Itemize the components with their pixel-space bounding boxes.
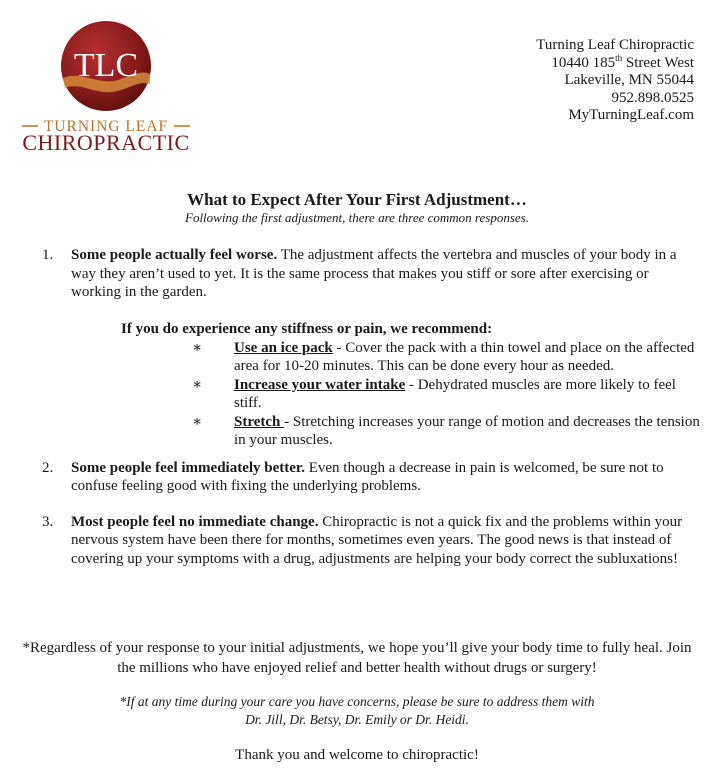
recommend-heading: If you do experience any stiffness or pain, we recommend:: [121, 321, 493, 337]
list-item-2: [42, 459, 702, 496]
list-item-lead: Some people actually feel worse.: [71, 247, 278, 263]
concerns-line: *If at any time during your care you have concerns, please be sure to address them with: [119, 694, 595, 709]
bullet-text: - Stretching increases your range of motion and decreases the tension in your muscles.: [234, 413, 700, 448]
asterisk-bullet-icon: ∗: [192, 376, 203, 393]
bullet-item: [192, 376, 704, 413]
recommend-bullets: [42, 339, 702, 450]
bullet-label: Increase your water intake: [234, 376, 406, 393]
bullet-text: - Dehydrated muscles are more likely to feel stiff.: [234, 376, 676, 411]
list-item-text: Chiropractic is not a quick fix and the problems within your nervous system have been there for months, sometimes even years. The good news is that instead of covering up your symptoms with a drug, adjustments are helping your body correct the subluxations!: [71, 513, 683, 567]
list-item-text: The adjustment affects the vertebra and muscles of your body in a way they aren’t used to yet. It is the same process that makes you stiff or sore after exercising or working in the garden.: [71, 247, 677, 300]
list-item-1: [42, 246, 702, 306]
logo-line-chiropractic: CHIROPRACTIC: [22, 130, 190, 154]
clinic-website: MyTurningLeaf.com: [568, 107, 694, 123]
document-heading: [0, 190, 714, 226]
list-number: 3.: [42, 513, 54, 530]
list-item-3: [42, 513, 702, 569]
thank-you-line: Thank you and welcome to chiropractic!: [235, 747, 479, 763]
concerns-note: [0, 693, 714, 728]
bullet-text: - Cover the pack with a thin towel and place on the affected area for 10-20 minutes. This can be done every hour as needed.: [234, 339, 695, 374]
clinic-name: Turning Leaf Chiropractic: [536, 37, 694, 53]
clinic-phone: 952.898.0525: [611, 89, 694, 106]
asterisk-bullet-icon: ∗: [192, 413, 203, 430]
clinic-address-block: [536, 37, 694, 125]
bullet-label: Use an ice pack: [234, 339, 333, 356]
doctors-line: Dr. Jill, Dr. Betsy, Dr. Emily or Dr. Heidi.: [245, 711, 469, 727]
bullet-item: [192, 339, 704, 376]
bullet-label: Stretch: [234, 413, 285, 430]
page-title: What to Expect After Your First Adjustment…: [187, 190, 527, 209]
regardless-note: *Regardless of your response to your initial adjustments, we hope you’ll give your body time to fully heal. Join the millions who have enjoyed relief and better health without drugs or surgery!: [22, 640, 692, 676]
logo-line-turning-leaf: TURNING LEAF: [43, 118, 169, 135]
logo-monogram: TLC: [73, 47, 139, 84]
bullet-item: [192, 413, 704, 450]
page-subtitle: Following the first adjustment, there are three common responses.: [185, 210, 529, 225]
clinic-street: 10440 185th Street West: [551, 52, 694, 71]
responses-list: [42, 246, 702, 568]
clinic-city: Lakeville, MN 55044: [564, 72, 694, 88]
list-item-text: Even though a decrease in pain is welcomed, be sure not to confuse feeling good with fixing the underlying problems.: [71, 459, 664, 494]
list-number: 2.: [42, 459, 54, 476]
turning-leaf-logo: [20, 20, 198, 154]
list-number: 1.: [42, 247, 54, 263]
list-item-lead: Most people feel no immediate change.: [71, 513, 319, 530]
list-item-lead: Some people feel immediately better.: [71, 459, 305, 476]
asterisk-bullet-icon: ∗: [192, 339, 203, 356]
